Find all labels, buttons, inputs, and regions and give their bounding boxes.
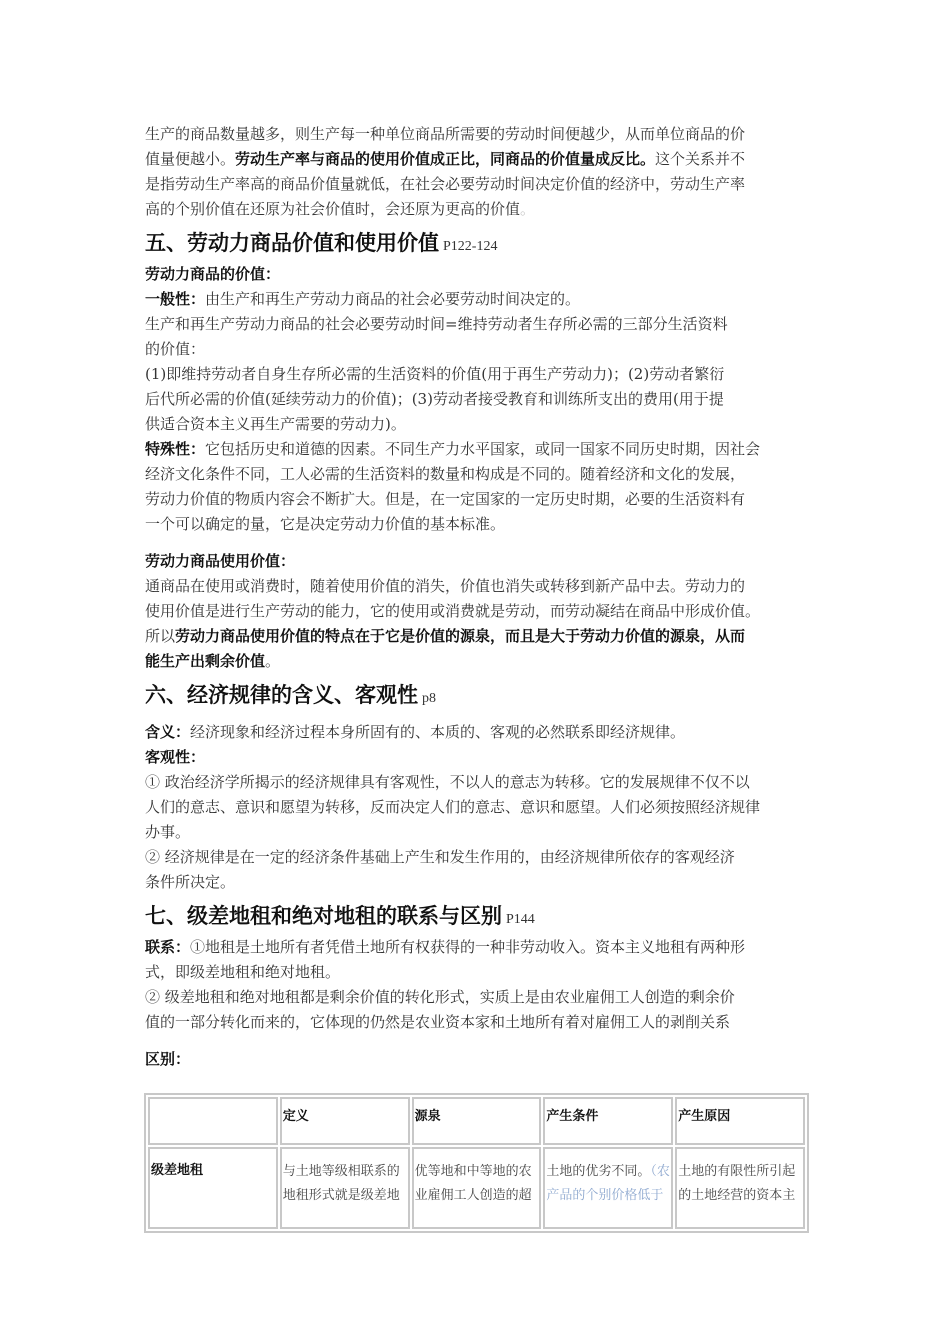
objective-point-2 (145, 845, 810, 895)
text-line: 所以 (145, 627, 176, 645)
table-cell (412, 1147, 542, 1229)
text-line: 式，即级差地租和绝对地租。 (145, 963, 341, 981)
bold-text: 劳动力商品使用价值的特点在于它是价值的源泉，而且是大于劳动力价值的源泉，从而 (175, 627, 746, 645)
cell-text-part: 土地的优劣不同。 (546, 1163, 651, 1178)
text-line: ① 政治经济学所揭示的经济规律具有客观性，不以人的意志为转移。它的发展规律不仅不以 (145, 773, 750, 791)
use-value-paragraph (145, 574, 810, 674)
special-paragraph (145, 437, 810, 537)
difference-label: 区别： (145, 1050, 191, 1068)
table-header-cell (148, 1097, 278, 1145)
table-header-row (148, 1097, 805, 1145)
text-line: 条件所决定。 (145, 873, 236, 891)
link-paragraph-2 (145, 985, 810, 1035)
section-title: 六、经济规律的含义、客观性 (145, 683, 418, 707)
page-ref: P122-124 (443, 239, 498, 254)
text-line: 经济现象和经济过程本身所固有的、本质的、客观的必然联系即经济规律。 (190, 723, 686, 741)
bold-text: 劳动生产率与商品的使用价值成正比，同商品的价值量成反比。 (235, 150, 656, 168)
link-paragraph (145, 935, 810, 985)
subheading-value: 劳动力商品的价值： (145, 265, 281, 283)
text-line: 。 (520, 200, 536, 218)
page-ref: P144 (506, 912, 535, 927)
label: 含义： (145, 723, 191, 741)
document-body (145, 122, 810, 1072)
rent-comparison-table (144, 1093, 809, 1233)
text-line: 这个关系并不 (655, 150, 746, 168)
intro-paragraph (145, 122, 810, 222)
items-paragraph (145, 362, 810, 437)
text-line: 值的一部分转化而来的，它体现的仍然是农业资本家和土地所有着对雇佣工人的剥削关系 (145, 1013, 731, 1031)
text-line: ①地租是土地所有者凭借土地所有权获得的一种非劳动收入。资本主义地租有两种形 (190, 938, 746, 956)
table-cell (675, 1147, 805, 1229)
text-line: 使用价值是进行生产劳动的能力，它的使用或消费就是劳动，而劳动凝结在商品中形成价值。 (145, 602, 761, 620)
table-cell (280, 1147, 410, 1229)
text-line: 值量便越小。 (145, 150, 236, 168)
text-line: 办事。 (145, 823, 191, 841)
text-line: 人们的意志、意识和愿望为转移，反而决定人们的意志、意识和愿望。人们必须按照经济规律 (145, 798, 761, 816)
section-6-heading (145, 680, 810, 714)
text-line: 通商品在使用或消费时，随着使用价值的消失，价值也消失或转移到新产品中去。劳动力的 (145, 577, 746, 595)
subheading-use-value: 劳动力商品使用价值： (145, 552, 296, 570)
table-header-cell: 定义 (280, 1097, 410, 1145)
section-7-heading (145, 901, 810, 935)
label: 一般性： (145, 290, 206, 308)
text-line: 劳动力价值的物质内容会不断扩大。但是，在一定国家的一定历史时期，必要的生活资料有 (145, 490, 746, 508)
text-line: 由生产和再生产劳动力商品的社会必要劳动时间决定的。 (205, 290, 581, 308)
label: 特殊性： (145, 440, 206, 458)
text-line: 的价值： (145, 340, 206, 358)
text-line: 一个可以确定的量，它是决定劳动力价值的基本标准。 (145, 515, 506, 533)
text-line: 它包括历史和道德的因素。不同生产力水平国家，或同一国家不同历史时期，因社会 (205, 440, 761, 458)
text-line: (1)即维持劳动者自身生存所必需的生活资料的价值(用于再生产劳动力)；(2)劳动者繁衍 (145, 365, 725, 383)
cell-text: 优等地和中等地的农业雇佣工人创造的超 (414, 1163, 532, 1202)
objective-point-1 (145, 770, 810, 845)
text-line: 。 (265, 652, 281, 670)
text-line: ② 级差地租和绝对地租都是剩余价值的转化形式，实质上是由农业雇佣工人创造的剩余价 (145, 988, 735, 1006)
table-cell (543, 1147, 673, 1229)
label: 联系： (145, 938, 191, 956)
cell-text-highlight: （农产品的个别价格低于 (546, 1163, 670, 1202)
text-line: ② 经济规律是在一定的经济条件基础上产生和发生作用的，由经济规律所依存的客观经济 (145, 848, 735, 866)
page-ref: p8 (422, 691, 436, 706)
cell-text: 土地的有限性所引起的土地经营的资本主 (678, 1163, 796, 1202)
text-line: 生产和再生产劳动力商品的社会必要劳动时间=维持劳动者生存所必需的三部分生活资料 (145, 315, 728, 333)
cell-text: 与土地等级相联系的地租形式就是级差地 (282, 1163, 400, 1202)
text-line: 供适合资本主义再生产需要的劳动力)。 (145, 415, 406, 433)
text-line: 经济文化条件不同，工人必需的生活资料的数量和构成是不同的。随着经济和文化的发展， (145, 465, 746, 483)
table-row-name: 级差地租 (148, 1147, 278, 1229)
equation-paragraph (145, 312, 810, 362)
text-line: 是指劳动生产率高的商品价值量就低，在社会必要劳动时间决定价值的经济中，劳动生产率 (145, 175, 746, 193)
table-header-cell: 源泉 (412, 1097, 542, 1145)
bold-text: 能生产出剩余价值 (145, 652, 266, 670)
meaning-paragraph (145, 720, 810, 745)
table-header-cell: 产生条件 (543, 1097, 673, 1145)
section-title: 七、级差地租和绝对地租的联系与区别 (145, 904, 502, 928)
table-row (148, 1147, 805, 1229)
objective-label: 客观性： (145, 748, 206, 766)
section-title: 五、劳动力商品价值和使用价值 (145, 231, 439, 255)
general-paragraph (145, 287, 810, 312)
text-line: 后代所必需的价值(延续劳动力的价值)；(3)劳动者接受教育和训练所支出的费用(用于提 (145, 390, 724, 408)
text-line: 高的个别价值在还原为社会价值时，会还原为更高的价值 (145, 200, 521, 218)
text-line: 生产的商品数量越多，则生产每一种单位商品所需要的劳动时间便越少，从而单位商品的价 (145, 125, 746, 143)
section-5-heading (145, 228, 810, 262)
cell-text (546, 1159, 671, 1207)
table-header-cell: 产生原因 (675, 1097, 805, 1145)
